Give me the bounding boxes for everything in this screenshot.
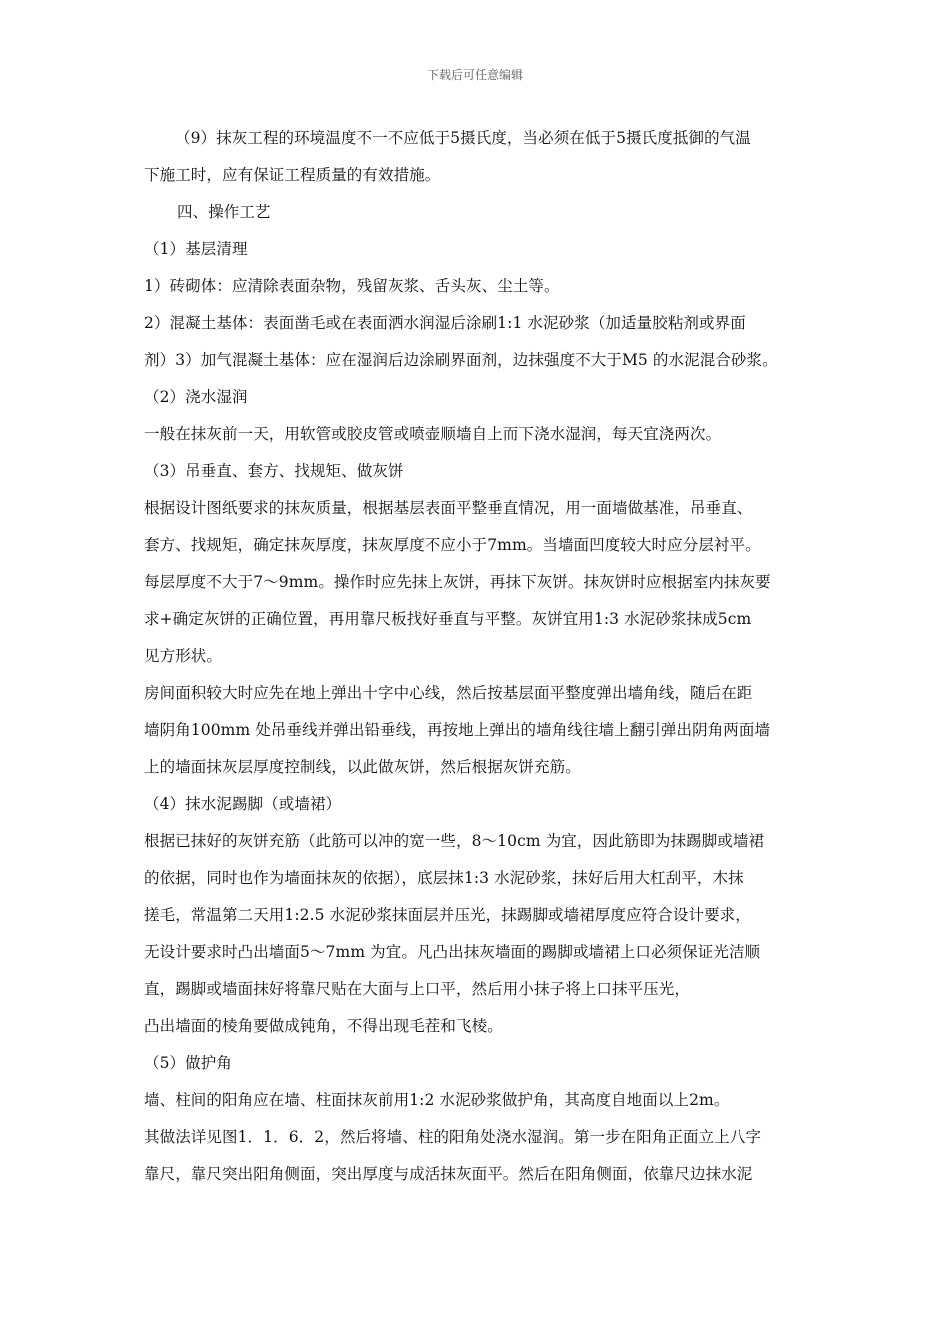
page-header: 下载后可任意编辑 (426, 68, 523, 82)
paragraph-line: 靠尺，靠尺突出阳角侧面，突出厚度与成活抹灰面平。然后在阳角侧面，依靠尺边抹水泥 (144, 1165, 753, 1183)
paragraph-line: 剂）3）加气混凝土基体：应在湿润后边涂刷界面剂，边抹强度不大于M5 的水泥混合砂浆。 (144, 351, 778, 369)
subsection-heading: （4）抹水泥踢脚（或墙裙） (144, 795, 342, 813)
subsection-heading: （1）基层清理 (144, 240, 248, 258)
paragraph-line: 墙阴角100mm 处吊垂线并弹出铅垂线，再按地上弹出的墙角线往墙上翻引弹出阴角两面墙 (144, 721, 771, 739)
paragraph-line: 一般在抹灰前一天，用软管或胶皮管或喷壶顺墙自上而下浇水湿润，每天宜浇两次。 (144, 425, 722, 443)
paragraph-line: （9）抹灰工程的环境温度不一不应低于5摄氏度，当必须在低于5摄氏度抵御的气温 (175, 129, 751, 147)
paragraph-line: 2）混凝土基体：表面凿毛或在表面洒水润湿后涂刷1:1 水泥砂浆（加适量胶粘剂或界面 (144, 314, 746, 332)
paragraph-line: 套方、找规矩，确定抹灰厚度，抹灰厚度不应小于7mm。当墙面凹度较大时应分层衬平。 (144, 536, 761, 554)
paragraph-line: 下施工时，应有保证工程质量的有效措施。 (144, 166, 441, 184)
paragraph-line: 1）砖砌体：应清除表面杂物，残留灰浆、舌头灰、尘土等。 (144, 277, 560, 295)
paragraph-line: 根据已抹好的灰饼充筋（此筋可以冲的宽一些，8～10cm 为宜，因此筋即为抹踢脚或墙裙 (144, 832, 765, 850)
paragraph-line: 上的墙面抹灰层厚度控制线，以此做灰饼，然后根据灰饼充筋。 (144, 758, 581, 776)
document-body (144, 122, 812, 1195)
paragraph-line: 的依据，同时也作为墙面抹灰的依据），底层抹1:3 水泥砂浆，抹好后用大杠刮平，木抹 (144, 869, 744, 887)
paragraph-line: 求+确定灰饼的正确位置，再用靠尺板找好垂直与平整。灰饼宜用1:3 水泥砂浆抹成5cm (144, 610, 752, 628)
paragraph-line: 墙、柱间的阳角应在墙、柱面抹灰前用1:2 水泥砂浆做护角，其高度自地面以上2m。 (144, 1091, 730, 1109)
paragraph-line: 每层厚度不大于7～9mm。操作时应先抹上灰饼，再抹下灰饼。抹灰饼时应根据室内抹灰要 (144, 573, 771, 591)
subsection-heading: （5）做护角 (144, 1054, 232, 1072)
section-heading: 四、操作工艺 (177, 203, 271, 221)
paragraph-line: 房间面积较大时应先在地上弹出十字中心线，然后按基层面平整度弹出墙角线，随后在距 (144, 684, 753, 702)
subsection-heading: （3）吊垂直、套方、找规矩、做灰饼 (144, 462, 404, 480)
paragraph-line: 无设计要求时凸出墙面5～7mm 为宜。凡凸出抹灰墙面的踢脚或墙裙上口必须保证光洁顺 (144, 943, 761, 961)
paragraph-line: 见方形状。 (144, 647, 223, 665)
paragraph-line: 凸出墙面的棱角要做成钝角，不得出现毛茬和飞棱。 (144, 1017, 503, 1035)
paragraph-line: 根据设计图纸要求的抹灰质量，根据基层表面平整垂直情况，用一面墙做基准，吊垂直、 (144, 499, 753, 517)
subsection-heading: （2）浇水湿润 (144, 388, 248, 406)
paragraph-line: 其做法详见图1．1．6．2，然后将墙、柱的阳角处浇水湿润。第一步在阳角正面立上八字 (144, 1128, 762, 1146)
paragraph-line: 直，踢脚或墙面抹好将靠尺贴在大面与上口平，然后用小抹子将上口抹平压光， (144, 980, 691, 998)
paragraph-line: 搓毛，常温第二天用1:2.5 水泥砂浆抹面层并压光，抹踢脚或墙裙厚度应符合设计要求， (144, 906, 751, 924)
